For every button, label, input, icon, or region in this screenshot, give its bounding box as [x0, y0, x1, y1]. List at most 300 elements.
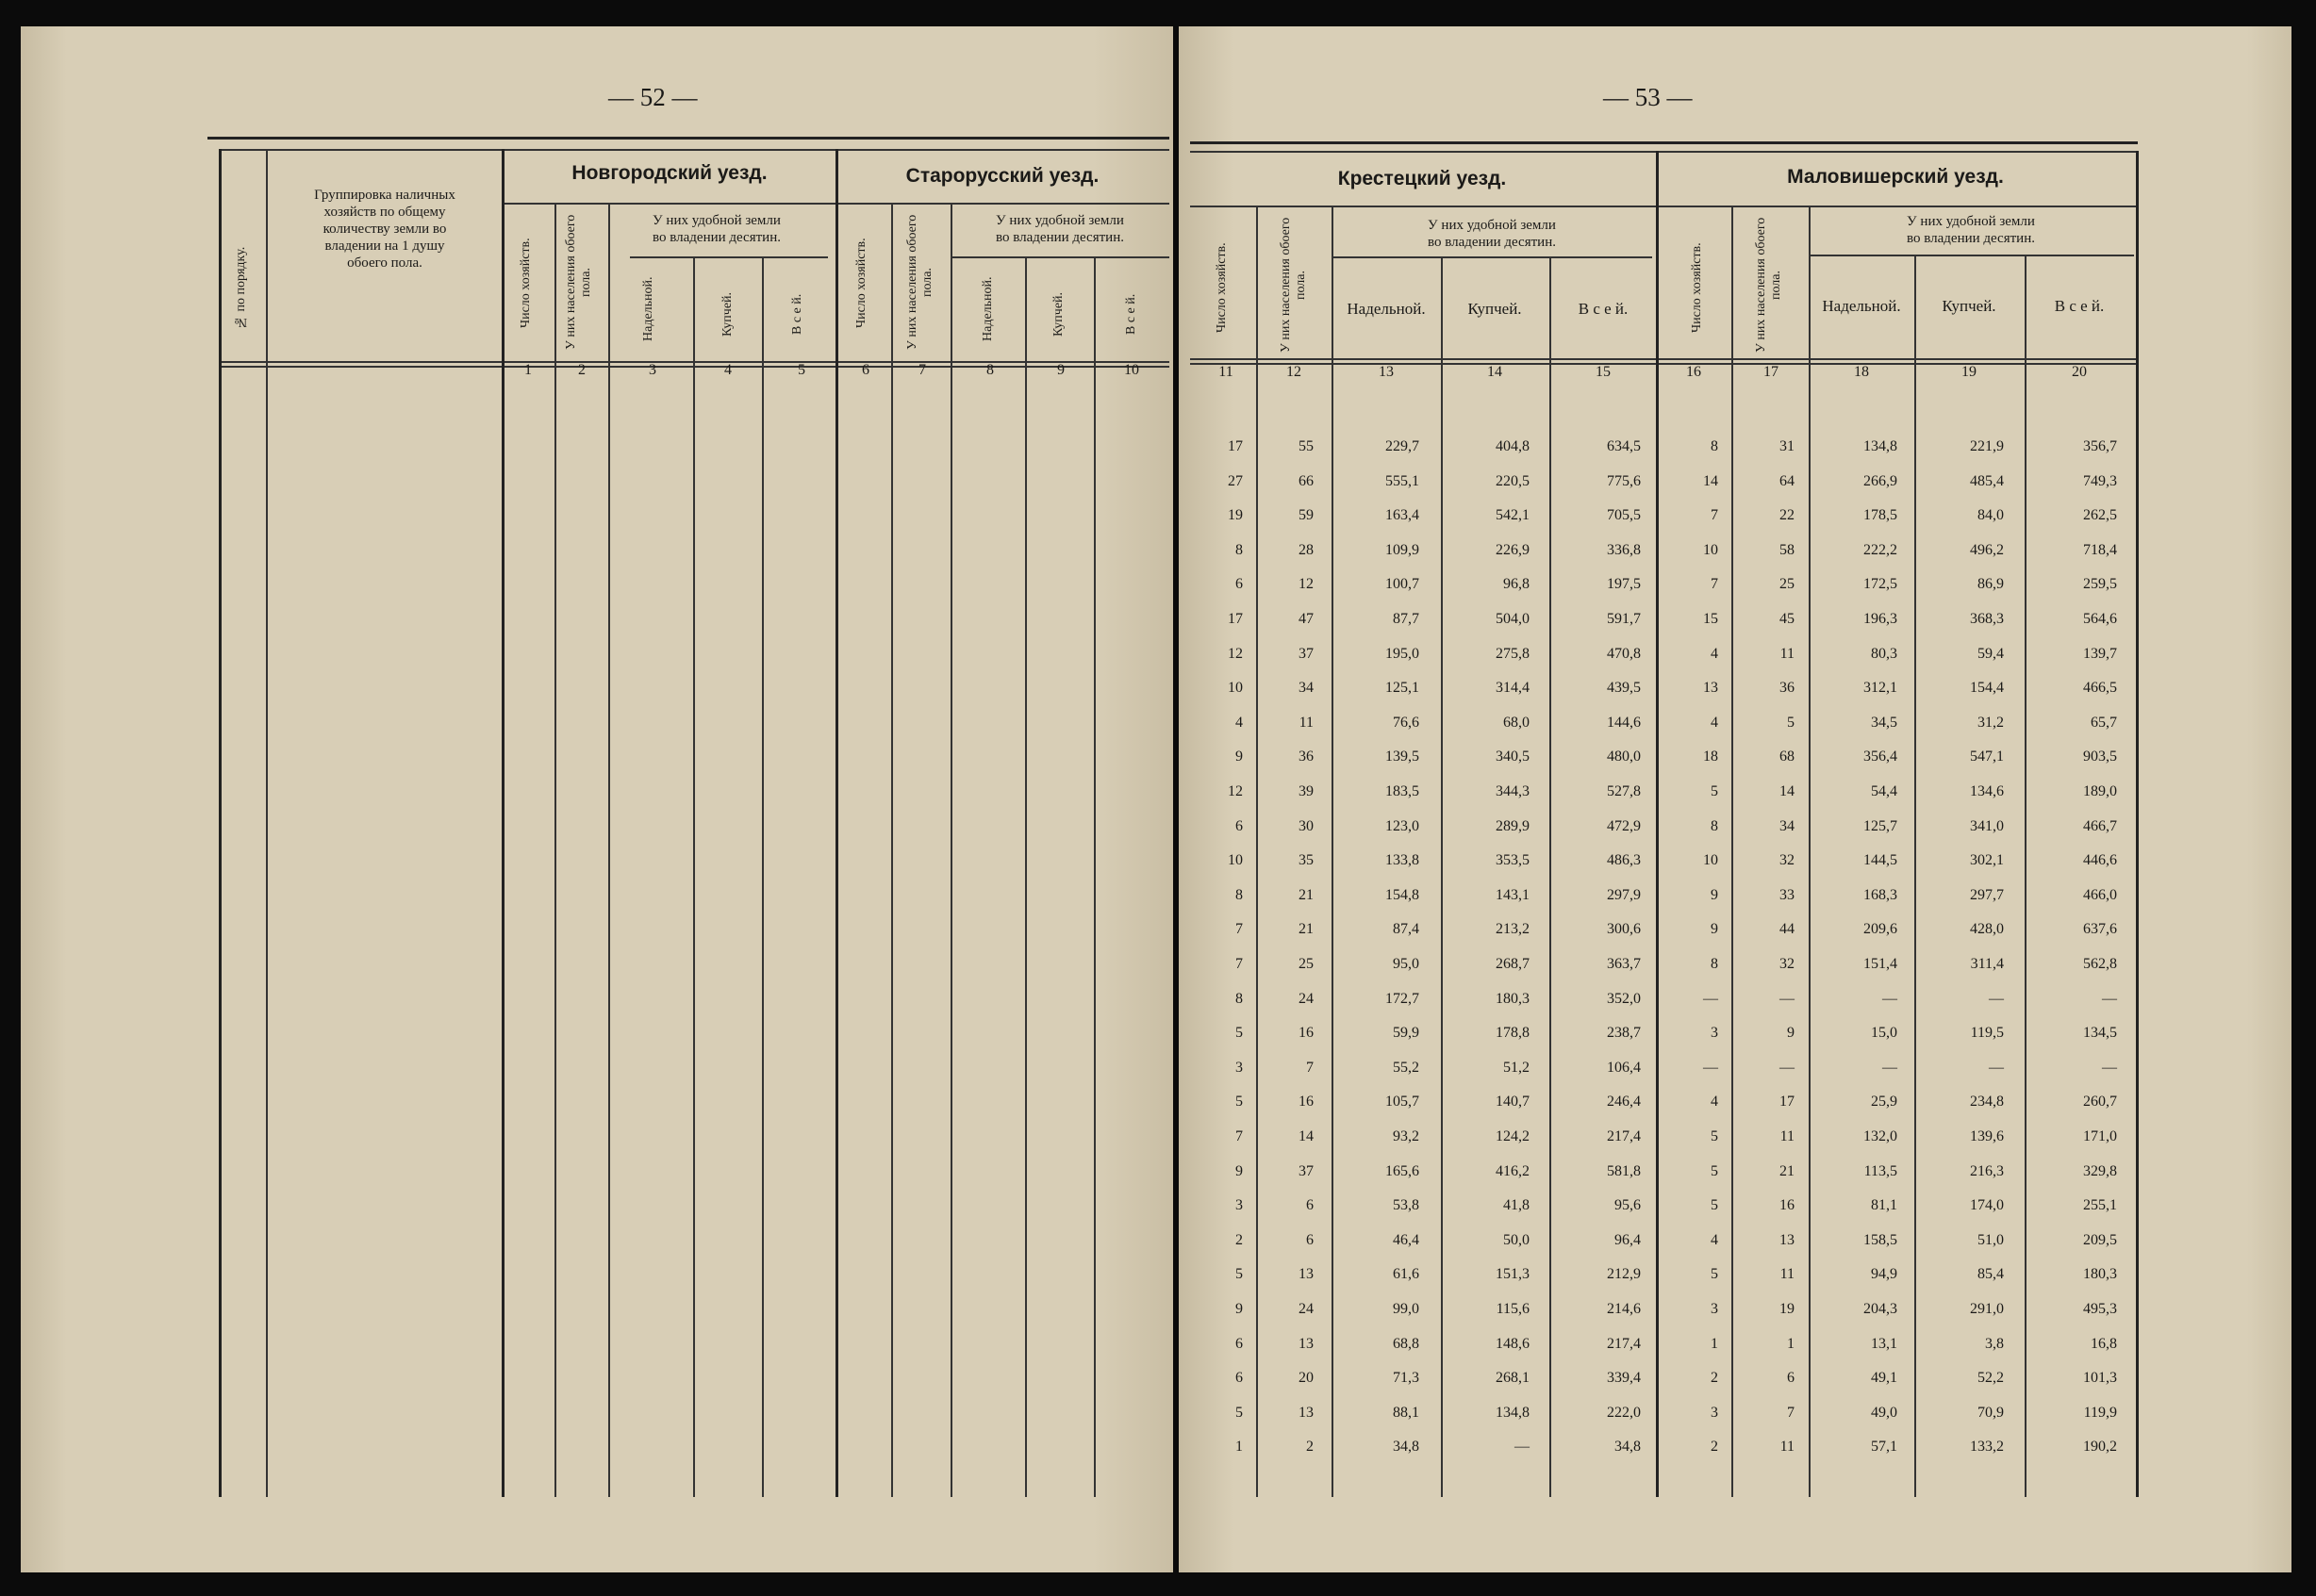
table-cell: 8 [1711, 956, 1718, 972]
table-cell: 214,6 [1607, 1301, 1641, 1317]
table-cell: 148,6 [1496, 1335, 1530, 1352]
table-cell: 542,1 [1496, 507, 1530, 524]
table-cell: 262,5 [2083, 507, 2117, 524]
column-number: 3 [649, 362, 656, 378]
table-cell: 581,8 [1607, 1162, 1641, 1179]
table-cell: 125,7 [1863, 817, 1897, 834]
table-cell: 106,4 [1607, 1059, 1641, 1076]
table-cell: 9 [1711, 886, 1718, 903]
column-number: 13 [1379, 364, 1394, 380]
table-cell: 221,9 [1970, 438, 2004, 454]
table-cell: 903,5 [2083, 749, 2117, 765]
land-h3: У них удобной земли во владении десятин. [1428, 218, 1556, 250]
table-cell: 209,5 [2083, 1231, 2117, 1248]
table-cell: 53,8 [1393, 1197, 1419, 1214]
table-cell: 49,1 [1871, 1370, 1897, 1387]
table-cell: 17 [1228, 611, 1243, 627]
land-h1: У них удобной земли во владении десятин. [653, 213, 781, 245]
table-cell: 21 [1299, 921, 1314, 938]
allotment-h3: Надельной. [1347, 300, 1426, 318]
left-page-number: — 52 — [608, 83, 698, 111]
table-cell: 21 [1299, 886, 1314, 903]
table-cell: 86,9 [1977, 576, 2004, 593]
vline-r5 [1656, 151, 1659, 1497]
table-cell: 9 [1787, 1025, 1795, 1042]
purchased-h3: Купчей. [1467, 300, 1522, 318]
table-cell: 312,1 [1863, 680, 1897, 697]
table-cell: 204,3 [1863, 1301, 1897, 1317]
table-cell: 749,3 [2083, 472, 2117, 489]
column-number: 15 [1596, 364, 1611, 380]
district-staroruss: Старорусский уезд. [905, 165, 1100, 187]
table-cell: 268,1 [1496, 1370, 1530, 1387]
table-cell: 32 [1779, 852, 1795, 869]
row-number-header: № по порядку. [234, 246, 248, 329]
table-cell: 8 [1235, 990, 1243, 1007]
table-cell: 3,8 [1985, 1335, 2004, 1352]
table-cell: 94,9 [1871, 1266, 1897, 1283]
top-rule-left [207, 137, 1169, 140]
table-cell: 339,4 [1607, 1370, 1641, 1387]
table-cell: 124,2 [1496, 1128, 1530, 1144]
table-cell: 95,0 [1393, 956, 1419, 972]
table-cell: 139,7 [2083, 645, 2117, 662]
total-h1: В с е й. [790, 293, 804, 335]
population-h3: У них населения обоего пола. [1279, 217, 1308, 353]
vline-l5 [693, 256, 695, 1497]
table-cell: 472,9 [1607, 817, 1641, 834]
table-cell: 7 [1711, 576, 1718, 593]
table-cell: 291,0 [1970, 1301, 2004, 1317]
table-cell: 105,7 [1385, 1094, 1419, 1111]
table-cell: 314,4 [1496, 680, 1530, 697]
table-cell: 446,6 [2083, 852, 2117, 869]
vline-l1 [266, 149, 268, 1497]
table-cell: 12 [1228, 645, 1243, 662]
column-number: 2 [578, 362, 586, 378]
table-cell: 96,4 [1614, 1231, 1641, 1248]
table-cell: 31,2 [1977, 714, 2004, 731]
purchased-h1: Купчей. [720, 291, 735, 337]
table-cell: 196,3 [1863, 611, 1897, 627]
table-cell: 59 [1299, 507, 1314, 524]
table-cell: 50,0 [1503, 1231, 1530, 1248]
table-cell: 19 [1779, 1301, 1795, 1317]
column-number: 9 [1057, 362, 1065, 378]
table-cell: 36 [1779, 680, 1795, 697]
table-cell: 11 [1779, 1266, 1795, 1283]
table-cell: 718,4 [2083, 541, 2117, 558]
table-cell: 368,3 [1970, 611, 2004, 627]
table-cell: 172,7 [1385, 990, 1419, 1007]
table-cell: 34 [1779, 817, 1795, 834]
top-rule-right-inner [1190, 151, 2138, 153]
table-cell: 259,5 [2083, 576, 2117, 593]
table-cell: 466,0 [2083, 886, 2117, 903]
table-cell: 266,9 [1863, 472, 1897, 489]
table-cell: 16 [1779, 1197, 1795, 1214]
table-cell: 134,8 [1496, 1404, 1530, 1421]
land-underline-krestets [1332, 256, 1652, 258]
table-cell: 24 [1299, 1301, 1314, 1317]
table-cell: 109,9 [1385, 541, 1419, 558]
table-cell: 496,2 [1970, 541, 2004, 558]
table-cell: 154,8 [1385, 886, 1419, 903]
table-cell: 268,7 [1496, 956, 1530, 972]
table-cell: 8 [1711, 438, 1718, 454]
table-cell: 172,5 [1863, 576, 1897, 593]
table-cell: 356,4 [1863, 749, 1897, 765]
table-cell: 18 [1703, 749, 1718, 765]
district-malovisher: Маловишерский уезд. [1787, 166, 2004, 188]
table-cell: 486,3 [1607, 852, 1641, 869]
table-cell: 220,5 [1496, 472, 1530, 489]
table-cell: 68,0 [1503, 714, 1530, 731]
table-cell: 9 [1235, 1301, 1243, 1317]
table-cell: 209,6 [1863, 921, 1897, 938]
table-cell: 47 [1299, 611, 1314, 627]
table-cell: 34,8 [1393, 1439, 1419, 1456]
table-cell: 341,0 [1970, 817, 2004, 834]
table-cell: 6 [1235, 1370, 1243, 1387]
table-cell: 87,7 [1393, 611, 1419, 627]
table-cell: 504,0 [1496, 611, 1530, 627]
table-cell: 13 [1779, 1231, 1795, 1248]
table-cell: 133,2 [1970, 1439, 2004, 1456]
table-cell: 36 [1299, 749, 1314, 765]
table-cell: 8 [1235, 541, 1243, 558]
table-cell: 13 [1703, 680, 1718, 697]
table-cell: 564,6 [2083, 611, 2117, 627]
table-cell: 24 [1299, 990, 1314, 1007]
table-cell: 44 [1779, 921, 1795, 938]
table-cell: 9 [1235, 1162, 1243, 1179]
table-cell: 33 [1779, 886, 1795, 903]
table-cell: 195,0 [1385, 645, 1419, 662]
table-cell: 180,3 [1496, 990, 1530, 1007]
table-cell: 143,1 [1496, 886, 1530, 903]
table-cell: 119,5 [1970, 1025, 2004, 1042]
table-cell: 165,6 [1385, 1162, 1419, 1179]
table-cell: 119,9 [2083, 1404, 2117, 1421]
population-h1: У них населения обоего пола. [564, 214, 593, 350]
vline-l6 [762, 256, 764, 1497]
table-cell: 19 [1228, 507, 1243, 524]
table-cell: 480,0 [1607, 749, 1641, 765]
table-cell: 352,0 [1607, 990, 1641, 1007]
table-cell: — [1989, 990, 2004, 1007]
table-cell: 25,9 [1871, 1094, 1897, 1111]
table-cell: 3 [1235, 1197, 1243, 1214]
table-cell: 555,1 [1385, 472, 1419, 489]
table-cell: 1 [1711, 1335, 1718, 1352]
table-cell: 183,5 [1385, 783, 1419, 799]
table-cell: 5 [1235, 1404, 1243, 1421]
table-cell: 180,3 [2083, 1266, 2117, 1283]
table-cell: — [1882, 1059, 1897, 1076]
table-cell: 5 [1711, 783, 1718, 799]
table-cell: 132,0 [1863, 1128, 1897, 1144]
table-cell: 134,5 [2083, 1025, 2117, 1042]
table-cell: 5 [1711, 1266, 1718, 1283]
vline-l8 [891, 203, 893, 1497]
table-cell: 634,5 [1607, 438, 1641, 454]
allotment-h4: Надельной. [1822, 297, 1901, 315]
table-cell: 485,4 [1970, 472, 2004, 489]
table-cell: 226,9 [1496, 541, 1530, 558]
table-cell: 13 [1299, 1404, 1314, 1421]
table-cell: 591,7 [1607, 611, 1641, 627]
table-cell: 9 [1711, 921, 1718, 938]
vline-l7 [835, 149, 838, 1497]
table-cell: 238,7 [1607, 1025, 1641, 1042]
table-cell: 5 [1711, 1128, 1718, 1144]
table-cell: 70,9 [1977, 1404, 2004, 1421]
table-cell: 3 [1711, 1404, 1718, 1421]
table-cell: 168,3 [1863, 886, 1897, 903]
table-cell: 302,1 [1970, 852, 2004, 869]
table-cell: 87,4 [1393, 921, 1419, 938]
total-h4: В с е й. [2054, 297, 2105, 315]
column-number: 10 [1124, 362, 1139, 378]
table-cell: 20 [1299, 1370, 1314, 1387]
table-cell: 3 [1711, 1025, 1718, 1042]
table-cell: 171,0 [2083, 1128, 2117, 1144]
table-cell: 7 [1306, 1059, 1314, 1076]
table-cell: 12 [1228, 783, 1243, 799]
population-h2: У них населения обоего пола. [905, 214, 935, 350]
table-cell: 174,0 [1970, 1197, 2004, 1214]
table-cell: 363,7 [1607, 956, 1641, 972]
table-cell: 27 [1228, 472, 1243, 489]
table-cell: 34,5 [1871, 714, 1897, 731]
table-cell: 344,3 [1496, 783, 1530, 799]
table-cell: 95,6 [1614, 1197, 1641, 1214]
table-cell: 13 [1299, 1266, 1314, 1283]
table-cell: 85,4 [1977, 1266, 2004, 1283]
table-cell: 439,5 [1607, 680, 1641, 697]
table-cell: 45 [1779, 611, 1795, 627]
table-cell: 6 [1306, 1197, 1314, 1214]
table-cell: — [1703, 1059, 1718, 1076]
table-cell: 80,3 [1871, 645, 1897, 662]
column-number: 20 [2072, 364, 2087, 380]
table-cell: 68 [1779, 749, 1795, 765]
table-cell: 15 [1703, 611, 1718, 627]
table-cell: 8 [1235, 886, 1243, 903]
table-cell: 49,0 [1871, 1404, 1897, 1421]
table-cell: 59,4 [1977, 645, 2004, 662]
column-number: 5 [798, 362, 805, 378]
table-cell: 123,0 [1385, 817, 1419, 834]
table-cell: 7 [1235, 956, 1243, 972]
table-cell: 11 [1779, 645, 1795, 662]
table-cell: 2 [1306, 1439, 1314, 1456]
table-cell: 353,5 [1496, 852, 1530, 869]
land-underline-malovisher [1809, 255, 2134, 256]
table-cell: 562,8 [2083, 956, 2117, 972]
table-cell: 144,5 [1863, 852, 1897, 869]
table-cell: 7 [1711, 507, 1718, 524]
table-cell: 404,8 [1496, 438, 1530, 454]
table-cell: — [1989, 1059, 2004, 1076]
vline-l11 [1094, 256, 1096, 1497]
district-novgorod: Новгородский уезд. [571, 162, 768, 184]
table-cell: 2 [1235, 1231, 1243, 1248]
column-number: 18 [1854, 364, 1869, 380]
table-cell: 1 [1787, 1335, 1795, 1352]
table-cell: 154,4 [1970, 680, 2004, 697]
table-cell: 65,7 [2091, 714, 2117, 731]
column-number: 12 [1286, 364, 1301, 380]
table-cell: 11 [1299, 714, 1314, 731]
table-cell: 6 [1306, 1231, 1314, 1248]
table-cell: 57,1 [1871, 1439, 1897, 1456]
allotment-h2: Надельной. [981, 276, 995, 342]
households-h1: Число хозяйств. [519, 238, 533, 328]
table-cell: 134,8 [1863, 438, 1897, 454]
vline-l2 [502, 149, 505, 1497]
table-cell: 217,4 [1607, 1335, 1641, 1352]
table-cell: 54,4 [1871, 783, 1897, 799]
table-cell: 17 [1779, 1094, 1795, 1111]
table-cell: 4 [1711, 714, 1718, 731]
table-cell: 134,6 [1970, 783, 2004, 799]
table-cell: 10 [1228, 680, 1243, 697]
table-cell: — [1779, 990, 1795, 1007]
table-cell: 71,3 [1393, 1370, 1419, 1387]
table-cell: 64 [1779, 472, 1795, 489]
table-cell: 246,4 [1607, 1094, 1641, 1111]
vline-l0 [219, 149, 222, 1497]
column-number: 1 [524, 362, 532, 378]
table-cell: 300,6 [1607, 921, 1641, 938]
table-cell: 133,8 [1385, 852, 1419, 869]
table-cell: 125,1 [1385, 680, 1419, 697]
vline-l3 [554, 203, 556, 1497]
table-cell: 5 [1235, 1094, 1243, 1111]
table-cell: 28 [1299, 541, 1314, 558]
table-cell: 81,1 [1871, 1197, 1897, 1214]
table-cell: 1 [1235, 1439, 1243, 1456]
table-cell: 100,7 [1385, 576, 1419, 593]
table-cell: 115,6 [1496, 1301, 1530, 1317]
table-cell: 35 [1299, 852, 1314, 869]
table-cell: 260,7 [2083, 1094, 2117, 1111]
table-cell: 705,5 [1607, 507, 1641, 524]
table-cell: 8 [1711, 817, 1718, 834]
table-cell: 428,0 [1970, 921, 2004, 938]
vline-l4 [608, 203, 610, 1497]
right-page-number: — 53 — [1603, 83, 1693, 111]
table-cell: 6 [1235, 1335, 1243, 1352]
table-cell: 51,2 [1503, 1059, 1530, 1076]
table-cell: 55,2 [1393, 1059, 1419, 1076]
table-cell: 5 [1787, 714, 1795, 731]
table-cell: 16 [1299, 1025, 1314, 1042]
households-h4: Число хозяйств. [1690, 242, 1704, 333]
table-cell: 470,8 [1607, 645, 1641, 662]
table-cell: 329,8 [2083, 1162, 2117, 1179]
table-cell: 255,1 [2083, 1197, 2117, 1214]
district-krestets: Крестецкий уезд. [1337, 168, 1507, 189]
table-cell: 31 [1779, 438, 1795, 454]
table-cell: 25 [1779, 576, 1795, 593]
left-page [21, 26, 1173, 1572]
table-cell: 297,9 [1607, 886, 1641, 903]
column-number: 11 [1218, 364, 1233, 380]
total-h2: В с е й. [1124, 293, 1138, 335]
table-cell: 88,1 [1393, 1404, 1419, 1421]
table-cell: 21 [1779, 1162, 1795, 1179]
table-cell: 41,8 [1503, 1197, 1530, 1214]
table-cell: 547,1 [1970, 749, 2004, 765]
table-cell: 158,5 [1863, 1231, 1897, 1248]
table-cell: 46,4 [1393, 1231, 1419, 1248]
vline-l9 [951, 203, 952, 1497]
table-cell: 275,8 [1496, 645, 1530, 662]
table-cell: 12 [1299, 576, 1314, 593]
table-cell: 14 [1703, 472, 1718, 489]
column-number: 19 [1961, 364, 1977, 380]
table-cell: 30 [1299, 817, 1314, 834]
table-cell: 7 [1235, 1128, 1243, 1144]
table-cell: 76,6 [1393, 714, 1419, 731]
table-cell: 22 [1779, 507, 1795, 524]
table-cell: 7 [1787, 1404, 1795, 1421]
table-cell: 5 [1711, 1162, 1718, 1179]
table-cell: — [1703, 990, 1718, 1007]
table-cell: 178,5 [1863, 507, 1897, 524]
table-cell: 5 [1235, 1025, 1243, 1042]
table-cell: — [2102, 1059, 2117, 1076]
table-cell: 10 [1703, 541, 1718, 558]
table-cell: 6 [1235, 817, 1243, 834]
table-cell: 13 [1299, 1335, 1314, 1352]
table-cell: 151,3 [1496, 1266, 1530, 1283]
group-header: Группировка наличных хозяйств по общему количеству земли во владении на 1 душу обоего пола. [314, 188, 455, 271]
table-cell: 34,8 [1614, 1439, 1641, 1456]
table-cell: 356,7 [2083, 438, 2117, 454]
table-cell: 151,4 [1863, 956, 1897, 972]
table-cell: 34 [1299, 680, 1314, 697]
table-cell: 234,8 [1970, 1094, 2004, 1111]
table-cell: 140,7 [1496, 1094, 1530, 1111]
table-cell: 99,0 [1393, 1301, 1419, 1317]
table-cell: 190,2 [2083, 1439, 2117, 1456]
table-cell: 68,8 [1393, 1335, 1419, 1352]
table-cell: 101,3 [2083, 1370, 2117, 1387]
table-cell: 2 [1711, 1439, 1718, 1456]
households-h3: Число хозяйств. [1215, 242, 1229, 333]
table-cell: 340,5 [1496, 749, 1530, 765]
column-number: 17 [1763, 364, 1778, 380]
table-cell: 10 [1703, 852, 1718, 869]
table-cell: 59,9 [1393, 1025, 1419, 1042]
table-cell: 212,9 [1607, 1266, 1641, 1283]
table-cell: 3 [1711, 1301, 1718, 1317]
table-cell: 163,4 [1385, 507, 1419, 524]
table-cell: 6 [1235, 576, 1243, 593]
top-rule-left-inner [219, 149, 1169, 151]
total-h3: В с е й. [1578, 300, 1629, 318]
table-cell: 51,0 [1977, 1231, 2004, 1248]
table-cell: 222,2 [1863, 541, 1897, 558]
table-cell: 4 [1711, 645, 1718, 662]
table-cell: 9 [1235, 749, 1243, 765]
table-cell: 84,0 [1977, 507, 2004, 524]
table-cell: 217,4 [1607, 1128, 1641, 1144]
